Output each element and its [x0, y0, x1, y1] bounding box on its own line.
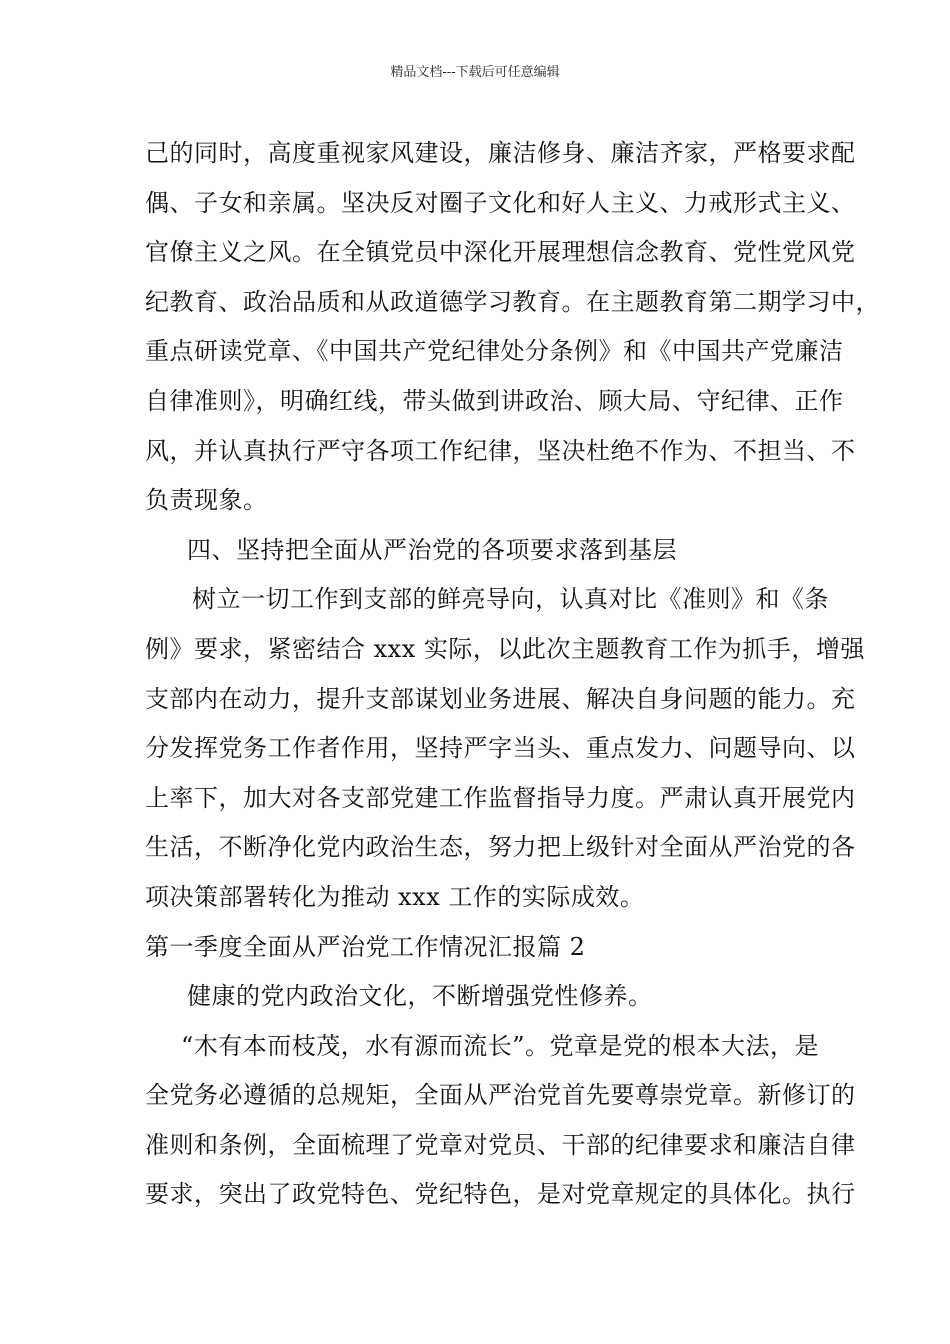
text-line: 项决策部署转化为推动 xxx 工作的实际成效。 [145, 882, 645, 911]
text-line: 上率下，加大对各支部党建工作监督指导力度。严肃认真开展党内 [145, 783, 856, 812]
text-line: 风，并认真执行严守各项工作纪律，坚决杜绝不作为、不担当、不 [145, 436, 856, 465]
text-line: 准则和条例，全面梳理了党章对党员、干部的纪律要求和廉洁自律 [145, 1130, 856, 1159]
article-title: 第一季度全面从严治党工作情况汇报篇 2 [145, 932, 586, 961]
text-line: 重点研读党章、《中国共产党纪律处分条例》和《中国共产党廉洁 [145, 337, 844, 366]
text-line: 支部内在动力，提升支部谋划业务进展、解决自身问题的能力。充 [145, 684, 856, 713]
text-line: 树立一切工作到支部的鲜亮导向，认真对比《准则》和《条 [192, 585, 829, 614]
text-line: 负责现象。 [145, 486, 268, 515]
text-line: 官僚主义之风。在全镇党员中深化开展理想信念教育、党性党风党 [145, 238, 856, 267]
text-line: 全党务必遵循的总规矩，全面从严治党首先要尊崇党章。新修订的 [145, 1081, 856, 1110]
text-line: 自律准则》，明确红线，带头做到讲政治、顾大局、守纪律、正作 [145, 386, 844, 415]
text-line: 偶、子女和亲属。坚决反对圈子文化和好人主义、力戒形式主义、 [145, 188, 856, 217]
document-body [145, 133, 880, 1224]
text-line: 分发挥党务工作者作用，坚持严字当头、重点发力、问题导向、以 [145, 734, 856, 763]
page-header: 精品文档---下载后可任意编辑 [390, 65, 560, 80]
text-line: 健康的党内政治文化，不断增强党性修养。 [187, 982, 653, 1011]
text-line: 己的同时，高度重视家风建设，廉洁修身、廉洁齐家，严格要求配 [145, 139, 856, 167]
text-line: 例》要求，紧密结合 xxx 实际，以此次主题教育工作为抓手，增强 [145, 634, 865, 663]
section-heading: 四、坚持把全面从严治党的各项要求落到基层 [187, 535, 677, 564]
text-line: 纪教育、政治品质和从政道德学习教育。在主题教育第二期学习中， [145, 287, 880, 316]
text-line: 生活，不断净化党内政治生态，努力把上级针对全面从严治党的各 [145, 833, 856, 862]
text-line: 要求，突出了政党特色、党纪特色，是对党章规定的具体化。执行 [145, 1180, 856, 1209]
text-line: “木有本而枝茂，水有源而流长”。党章是党的根本大法，是 [181, 1031, 820, 1060]
